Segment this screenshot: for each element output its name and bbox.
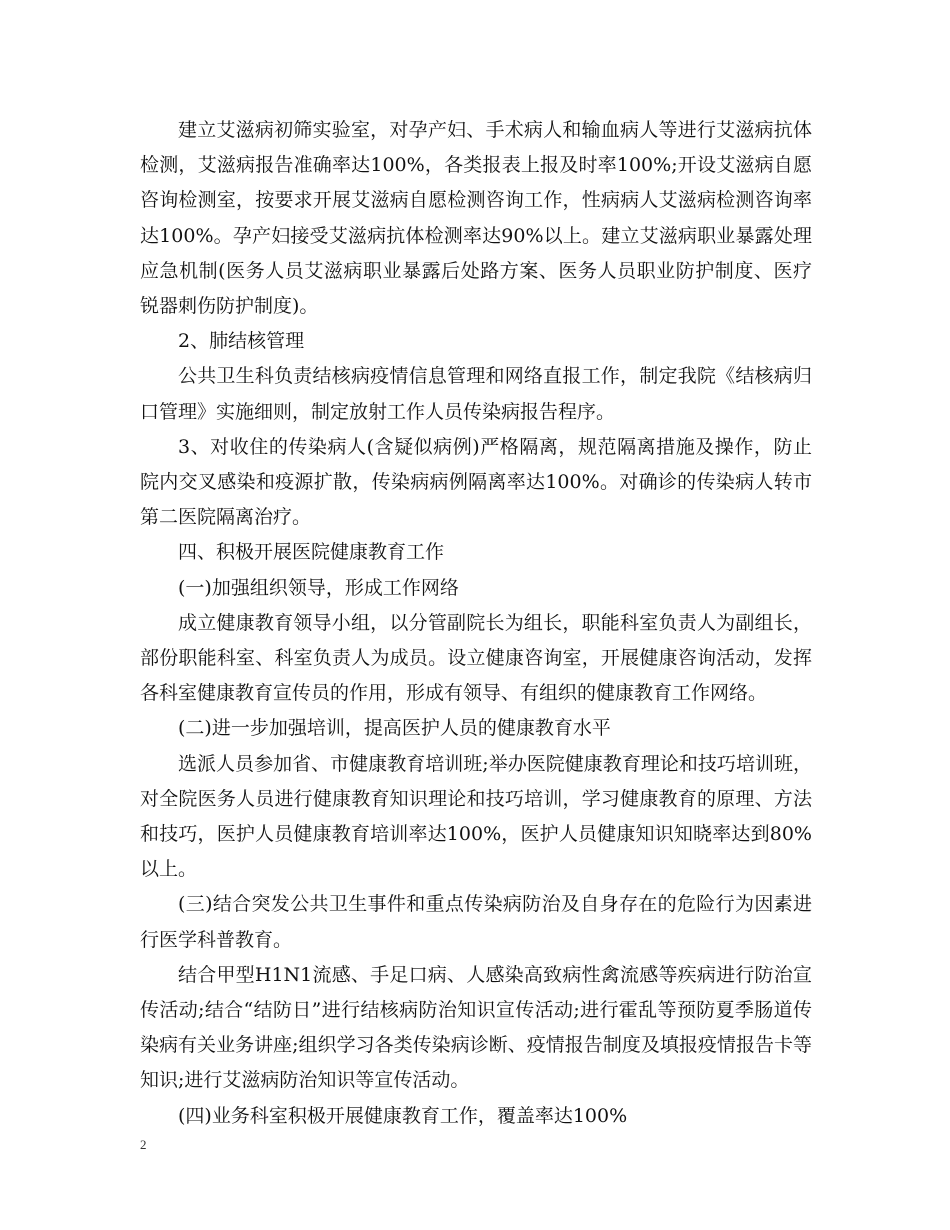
- subheading-1: (一)加强组织领导，形成工作网络: [178, 576, 459, 599]
- subheading-3: (三)结合突发公共卫生事件和重点传染病防治及自身存在的危险行为因素进行医学科普教育。: [140, 893, 812, 951]
- paragraph-aids-lab: 建立艾滋病初筛实验室，对孕产妇、手术病人和输血病人等进行艾滋病抗体检测，艾滋病报告准确率达100%，各类报表上报及时率100%;开设艾滋病自愿咨询检测室，按要求开展艾滋病自愿检测咨询工作，性病病人艾滋病检测咨询率达100%。孕产妇接受艾滋病抗体检测率达90%以上。建立艾滋病职业暴露处理应急机制(医务人员艾滋病职业暴露后处路方案、医务人员职业防护制度、医疗锐器刺伤防护制度)。: [140, 119, 812, 318]
- paragraph-tuberculosis: 公共卫生科负责结核病疫情信息管理和网络直报工作，制定我院《结核病归口管理》实施细则，制定放射工作人员传染病报告程序。: [140, 365, 812, 423]
- subheading-2: (二)进一步加强培训，提高医护人员的健康教育水平: [178, 717, 611, 740]
- heading-tuberculosis: 2、肺结核管理: [178, 330, 305, 353]
- subheading-4: (四)业务科室积极开展健康教育工作，覆盖率达100%: [178, 1104, 628, 1127]
- paragraph-campaigns: 结合甲型H1N1流感、手足口病、人感染高致病性禽流感等疾病进行防治宣传活动;结合“结防日”进行结核病防治知识宣传活动;进行霍乱等预防夏季肠道传染病有关业务讲座;组织学习各类传染病诊断、疫情报告制度及填报疫情报告卡等知识;进行艾滋病防治知识等宣传活动。: [140, 963, 812, 1092]
- heading-health-education: 四、积极开展医院健康教育工作: [178, 541, 445, 564]
- paragraph-training: 选派人员参加省、市健康教育培训班;举办医院健康教育理论和技巧培训班，对全院医务人员进行健康教育知识理论和技巧培训，学习健康教育的原理、方法和技巧，医护人员健康教育培训率达100%，医护人员健康知识知晓率达到80%以上。: [140, 752, 812, 881]
- page-number: 2: [140, 1137, 147, 1152]
- paragraph-leadership: 成立健康教育领导小组，以分管副院长为组长，职能科室负责人为副组长，部份职能科室、科室负责人为成员。设立健康咨询室，开展健康咨询活动，发挥各科室健康教育宣传员的作用，形成有领导、有组织的健康教育工作网络。: [140, 611, 812, 705]
- paragraph-isolation: 3、对收住的传染病人(含疑似病例)严格隔离，规范隔离措施及操作，防止院内交叉感染和疫源扩散，传染病病例隔离率达100%。对确诊的传染病人转市第二医院隔离治疗。: [140, 435, 812, 529]
- document-body: [140, 113, 812, 1134]
